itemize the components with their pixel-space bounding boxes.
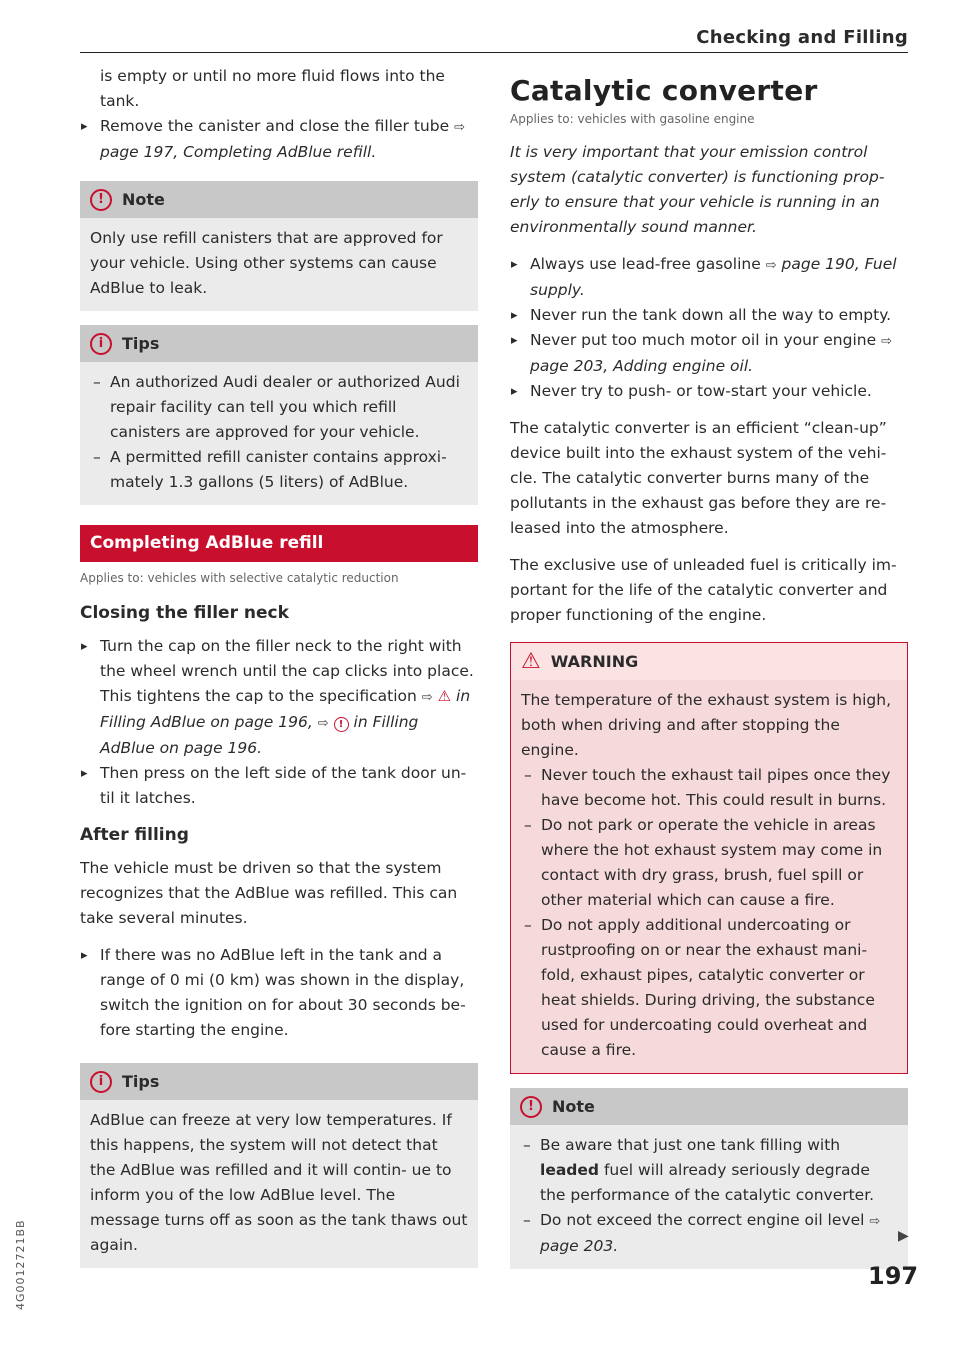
subheading-after-filling: After filling (80, 825, 189, 845)
note-body (510, 1125, 908, 1269)
page-ref-link[interactable]: page 203. (540, 1237, 619, 1255)
note-text: fuel will already seriously degrade the performance of the catalytic converter. (540, 1161, 875, 1204)
tips-header (80, 1063, 478, 1100)
warning-triangle-icon: ⚠ (437, 687, 452, 705)
note-body: Only use refill canisters that are approved for your vehicle. Using other systems can cause AdBlue to leak. (80, 218, 478, 311)
ref-arrow-icon: ⇨ (765, 258, 777, 273)
applies-to-text: Applies to: vehicles with selective catalytic reduction (80, 571, 399, 585)
section-banner: Completing AdBlue refill (80, 525, 478, 562)
page-ref-link[interactable]: page 203, Adding engine oil. (530, 357, 754, 375)
tips-box (80, 325, 478, 505)
section-title: Catalytic converter (510, 74, 818, 107)
page-number: 197 (868, 1262, 919, 1290)
warning-body (511, 680, 907, 1073)
ref-arrow-icon: ⇨ (881, 334, 892, 349)
tips-title: Tips (122, 1072, 160, 1091)
after-filling-paragraph: The vehicle must be driven so that the system recognizes that the AdBlue was refilled. This can take several minutes. (80, 859, 458, 927)
bullet-tank-empty: ▸ Never run the tank down all the way to empty. (510, 303, 908, 328)
tips-item: – An authorized Audi dealer or authorized Audi repair facility can tell you which refill canisters are approved for your vehicle. (90, 370, 468, 445)
note-title: Note (122, 190, 165, 209)
bullet-ignition: ▸ If there was no AdBlue left in the tank and a range of 0 mi (0 km) was shown in the display, switch the ignition on for about 30 seconds be- fore starting the engine. (80, 943, 478, 1043)
continue-arrow-icon: ▶ (898, 1228, 909, 1244)
header-rule (80, 52, 908, 53)
info-circle-icon: i (90, 1071, 112, 1093)
caution-circle-icon: ! (90, 189, 112, 211)
note-text: Do not exceed the correct engine oil level (540, 1211, 865, 1229)
note-title: Note (552, 1097, 595, 1116)
tips-box (80, 1063, 478, 1268)
bullet-lead-free (510, 252, 908, 303)
converter-paragraph-1: The catalytic converter is an efficient “clean-up” device built into the exhaust system of the vehi- cle. The catalytic converter burns many of the pollutants in the exhaust gas before they are re- leased into the atmosphere. (510, 419, 887, 537)
bullet-text: Turn the cap on the filler neck to the right with the wheel wrench until the cap clicks into place. This tightens the cap to the specification (100, 637, 474, 705)
ref-arrow-icon: ⇨ (454, 120, 465, 135)
note-header (80, 181, 478, 218)
note-text: Be aware that just one tank filling with (540, 1136, 841, 1154)
bullet-push-start: ▸ Never try to push- or tow-start your vehicle. (510, 379, 908, 404)
warning-box (510, 642, 908, 1074)
page-ref-link[interactable]: in Filling AdBlue on page 196. (100, 713, 419, 757)
warning-title: WARNING (550, 652, 639, 671)
intro-text: is empty or until no more fluid flows into the tank. (100, 67, 445, 110)
warning-triangle-icon: ⚠ (521, 648, 541, 674)
page-ref-link[interactable]: page 197, Completing AdBlue refill. (100, 143, 377, 161)
bullet-text: Never put too much motor oil in your engine (530, 331, 877, 349)
note-box (80, 181, 478, 311)
warning-item: – Do not apply additional undercoating or rustproofing on or near the exhaust mani- fold, exhaust pipes, catalytic converter or heat shields. During driving, the substance used for undercoating could overheat and cause a fire. (521, 913, 897, 1063)
note-bold-text: leaded (540, 1161, 599, 1179)
bullet-remove-canister (80, 114, 478, 165)
tips-body (80, 362, 478, 505)
document-code: 4G0012721BB (14, 1219, 27, 1310)
info-circle-icon: i (90, 333, 112, 355)
ref-arrow-icon: ⇨ (869, 1214, 881, 1229)
caution-circle-icon: ! (334, 717, 349, 732)
tips-title: Tips (122, 334, 160, 353)
tips-item: – A permitted refill canister contains approxi- mately 1.3 gallons (5 liters) of AdBlue. (90, 445, 468, 495)
ref-arrow-icon: ⇨ (317, 716, 329, 731)
applies-to-text: Applies to: vehicles with gasoline engine (510, 112, 755, 126)
warning-item: – Never touch the exhaust tail pipes once they have become hot. This could result in burns. (521, 763, 897, 813)
lead-paragraph: It is very important that your emission control system (catalytic converter) is functioning prop- erly to ensure that your vehicle is running in an environmentally sound manner. (510, 143, 885, 236)
ref-arrow-icon: ⇨ (421, 690, 433, 705)
left-column (80, 64, 478, 1268)
page-ref-link[interactable]: page 190, Fuel supply. (530, 255, 897, 299)
bullet-text: Always use lead-free gasoline (530, 255, 761, 273)
bullet-turn-cap (80, 634, 478, 761)
bullet-text: Remove the canister and close the filler tube (100, 117, 450, 135)
note-box (510, 1088, 908, 1269)
page-header-title: Checking and Filling (696, 27, 908, 48)
bullet-motor-oil (510, 328, 908, 379)
note-item (520, 1208, 898, 1259)
bullet-press-door: ▸ Then press on the left side of the tank door un- til it latches. (80, 761, 478, 811)
tips-header (80, 325, 478, 362)
warning-item: – Do not park or operate the vehicle in areas where the hot exhaust system may come in contact with dry grass, brush, fuel spill or other material which can cause a fire. (521, 813, 897, 913)
note-header (510, 1088, 908, 1125)
warning-intro: The temperature of the exhaust system is high, both when driving and after stopping the engine. (521, 691, 891, 759)
right-column (510, 64, 908, 1269)
converter-paragraph-2: The exclusive use of unleaded fuel is critically im- portant for the life of the catalytic converter and proper functioning of the engine. (510, 556, 897, 624)
tips-body: AdBlue can freeze at very low temperatures. If this happens, the system will not detect that the AdBlue was refilled and it will contin- ue to inform you of the low AdBlue level. The message turns off as soon as the tank thaws out again. (80, 1100, 478, 1268)
page-ref-link[interactable]: in Filling AdBlue on page 196, (100, 687, 471, 731)
subheading-closing: Closing the filler neck (80, 603, 289, 623)
note-item (520, 1133, 898, 1208)
warning-header (511, 643, 907, 680)
caution-circle-icon: ! (520, 1096, 542, 1118)
